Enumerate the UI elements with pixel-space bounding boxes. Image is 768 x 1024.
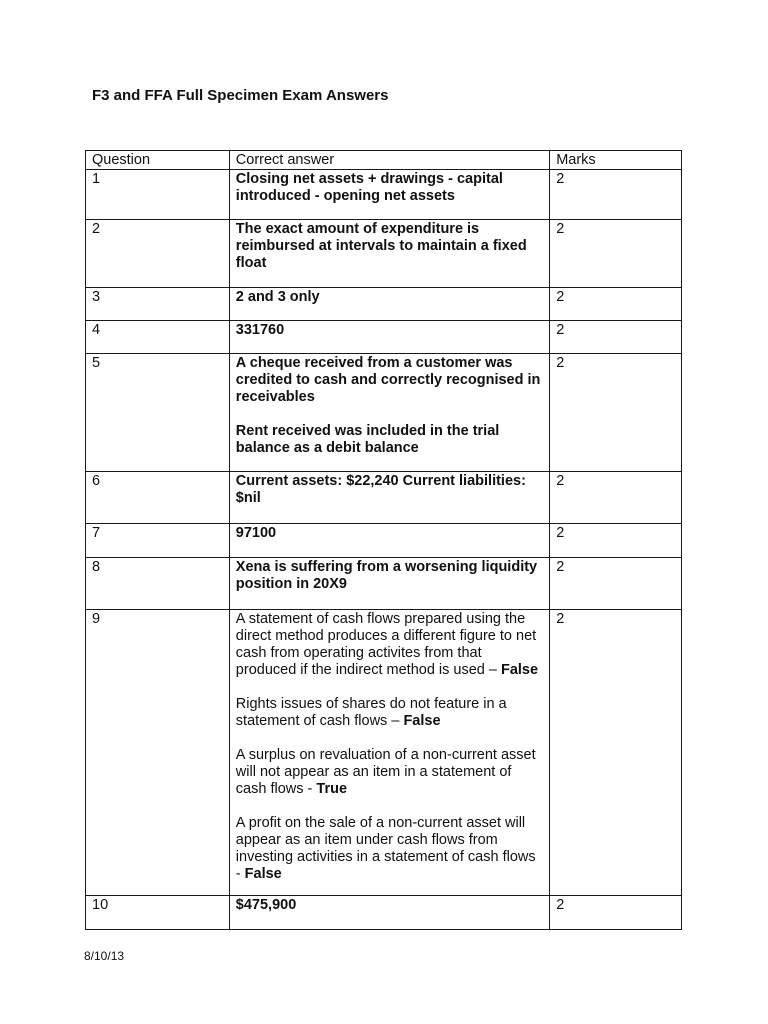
marks-value: 2: [550, 354, 682, 472]
statement-text: A surplus on revaluation of a non-current asset will not appear as an item in a statement of cash flows -: [235, 747, 536, 797]
cash-flow-statement: [236, 747, 543, 798]
statement-verdict: True: [316, 781, 348, 797]
question-number: 8: [86, 558, 230, 610]
table-row: [86, 558, 682, 610]
table-row: [86, 472, 682, 524]
question-number: 2: [86, 220, 230, 288]
answers-table: [85, 150, 682, 930]
correct-answer: Current assets: $22,240 Current liabilities: $nil: [229, 472, 549, 524]
cash-flow-statement: [236, 815, 543, 883]
table-row: [86, 321, 682, 354]
table-row: [86, 610, 682, 896]
correct-answer: 331760: [229, 321, 549, 354]
statement-verdict: False: [403, 713, 441, 729]
correct-answer: [229, 610, 549, 896]
statement-verdict: False: [244, 866, 282, 882]
statement-text: Rights issues of shares do not feature in a statement of cash flows –: [235, 696, 507, 729]
footer-date: 8/10/13: [84, 949, 125, 963]
header-question: Question: [86, 151, 230, 170]
correct-answer: The exact amount of expenditure is reimbursed at intervals to maintain a fixed float: [229, 220, 549, 288]
table-row: [86, 354, 682, 472]
cash-flow-statement: [236, 611, 543, 679]
table-row: [86, 220, 682, 288]
marks-value: 2: [550, 288, 682, 321]
correct-answer: [229, 354, 549, 472]
statement-text: A profit on the sale of a non-current asset will appear as an item under cash flows from investing activities in a statement of cash flows -: [235, 815, 536, 882]
question-number: 10: [86, 896, 230, 930]
header-correct-answer: Correct answer: [229, 151, 549, 170]
marks-value: 2: [550, 524, 682, 558]
correct-answer: 2 and 3 only: [229, 288, 549, 321]
answer-part: Rent received was included in the trial balance as a debit balance: [235, 423, 500, 456]
question-number: 1: [86, 170, 230, 220]
header-marks: Marks: [550, 151, 682, 170]
correct-answer: 97100: [229, 524, 549, 558]
question-number: 3: [86, 288, 230, 321]
correct-answer: $475,900: [229, 896, 549, 930]
marks-value: 2: [550, 558, 682, 610]
marks-value: 2: [550, 321, 682, 354]
correct-answer: Xena is suffering from a worsening liquidity position in 20X9: [229, 558, 549, 610]
marks-value: 2: [550, 170, 682, 220]
question-number: 4: [86, 321, 230, 354]
page-title: F3 and FFA Full Specimen Exam Answers: [92, 87, 389, 104]
table-row: [86, 170, 682, 220]
table-row: [86, 288, 682, 321]
question-number: 6: [86, 472, 230, 524]
statement-text: A statement of cash flows prepared using the direct method produces a different figure to net cash from operating activites from that produced if the indirect method is used –: [235, 611, 537, 678]
answer-part: A cheque received from a customer was credited to cash and correctly recognised in receivables: [235, 355, 541, 405]
question-number: 5: [86, 354, 230, 472]
question-number: 9: [86, 610, 230, 896]
marks-value: 2: [550, 896, 682, 930]
marks-value: 2: [550, 472, 682, 524]
correct-answer: Closing net assets + drawings - capital introduced - opening net assets: [229, 170, 549, 220]
marks-value: 2: [550, 610, 682, 896]
table-header-row: [86, 151, 682, 170]
table-row: [86, 524, 682, 558]
statement-verdict: False: [500, 662, 539, 678]
marks-value: 2: [550, 220, 682, 288]
question-number: 7: [86, 524, 230, 558]
table-row: [86, 896, 682, 930]
cash-flow-statement: [236, 696, 543, 730]
